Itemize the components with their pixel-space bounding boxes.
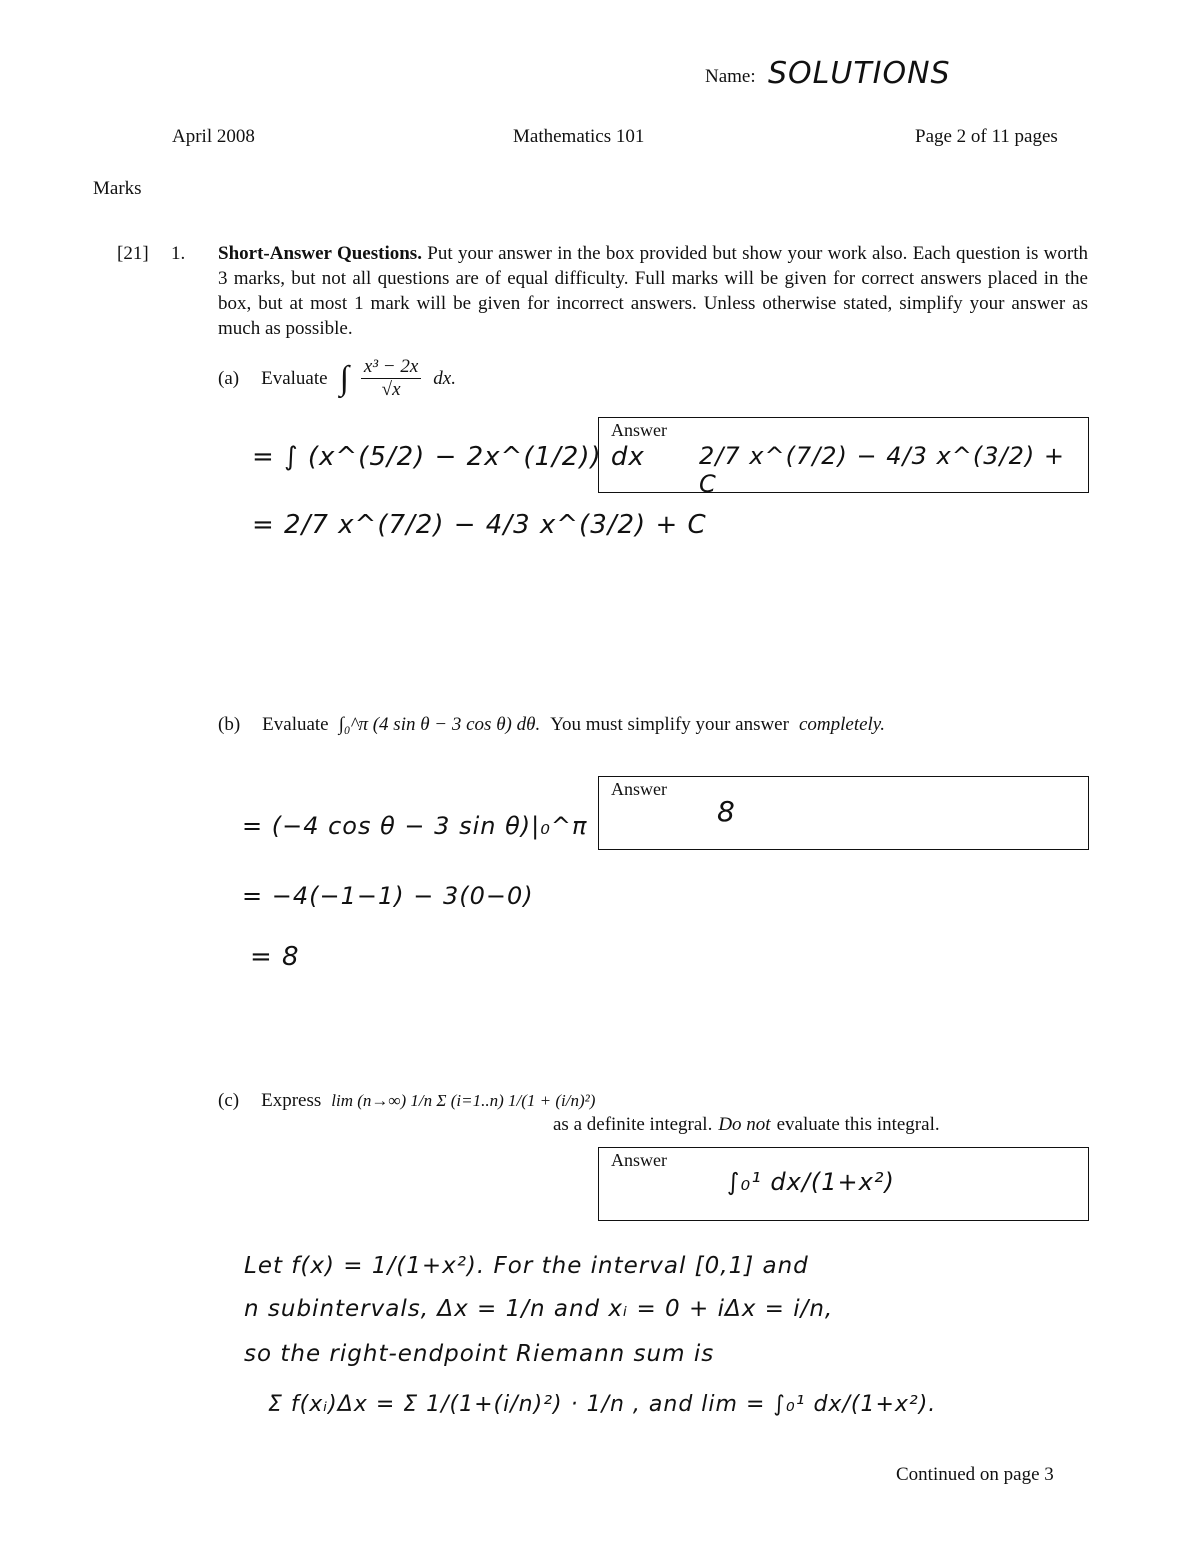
part-c-instruction-1: as a definite integral. (553, 1114, 713, 1135)
question-intro (218, 241, 1088, 341)
name-label: Name: (705, 66, 756, 87)
part-b-prompt (218, 714, 885, 736)
part-a-answer-label: Answer (611, 420, 667, 440)
part-b-label: (b) (218, 714, 241, 735)
name-value: SOLUTIONS (768, 56, 951, 91)
part-a-prompt (218, 356, 456, 401)
header-page: Page 2 of 11 pages (915, 126, 1058, 147)
part-c-instruction-emphasis: Do not (718, 1114, 771, 1135)
part-b-work-line-3: = 8 (250, 942, 300, 972)
part-a-dx: dx. (433, 367, 456, 389)
part-c-verb: Express (261, 1090, 322, 1111)
part-c-work-line-1: Let f(x) = 1/(1+x²). For the interval [0,1] and (244, 1253, 809, 1279)
header-course: Mathematics 101 (513, 126, 645, 147)
part-c-answer-box[interactable] (598, 1147, 1089, 1221)
part-b-work-line-2: = −4(−1−1) − 3(0−0) (242, 882, 534, 910)
part-b-work-line-1: = (−4 cos θ − 3 sin θ)|₀^π (242, 812, 588, 840)
marks-label: Marks (93, 178, 142, 199)
part-b-answer-label: Answer (611, 779, 667, 799)
part-c-work-line-2: n subintervals, Δx = 1/n and xᵢ = 0 + iΔx = i/n, (244, 1296, 834, 1322)
part-b-answer-box[interactable] (598, 776, 1089, 850)
part-a-verb: Evaluate (261, 367, 328, 389)
question-marks: [21] (117, 243, 149, 264)
header-date: April 2008 (172, 126, 255, 147)
part-c-instruction-2: evaluate this integral. (776, 1114, 940, 1135)
part-c-work-line-3: so the right-endpoint Riemann sum is (244, 1341, 715, 1367)
part-a-answer: 2/7 x^(7/2) − 4/3 x^(3/2) + C (699, 442, 1065, 498)
part-a-fraction (361, 356, 421, 401)
part-c-label: (c) (218, 1090, 240, 1111)
part-b-instruction: You must simplify your answer (550, 714, 789, 735)
continued-footer: Continued on page 3 (896, 1464, 1054, 1485)
part-a-label: (a) (218, 367, 240, 389)
part-c-instruction (553, 1114, 940, 1136)
part-a-answer-box[interactable] (598, 417, 1089, 498)
part-a-numerator: x³ − 2x (361, 356, 421, 379)
part-a-work-line-1: = ∫ (x^(5/2) − 2x^(1/2)) dx (252, 442, 645, 472)
integral-sign-icon: ∫ (339, 359, 349, 397)
part-a-denominator: √x (381, 379, 401, 400)
question-title: Short-Answer Questions. (218, 243, 422, 264)
part-b-verb: Evaluate (262, 714, 329, 735)
part-a-work-line-2: = 2/7 x^(7/2) − 4/3 x^(3/2) + C (252, 510, 707, 540)
part-c-limit: lim (n→∞) 1/n Σ (i=1..n) 1/(1 + (i/n)²) (331, 1091, 596, 1110)
part-c-answer: ∫₀¹ dx/(1+x²) (727, 1168, 895, 1196)
question-instructions: Put your answer in the box provided but show your work also. Each question is worth 3 marks, but not all questions are of equal difficulty. Full marks will be given for correct answers placed in the box, but at most 1 mark will be given for incorrect answers. Unless otherwise stated, simplify your answer as much as possible. (218, 243, 1089, 339)
part-c-prompt (218, 1090, 595, 1112)
question-number: 1. (171, 243, 186, 264)
part-b-integral: ∫₀^π (4 sin θ − 3 cos θ) dθ. (338, 714, 541, 735)
part-c-answer-label: Answer (611, 1150, 667, 1170)
part-b-answer: 8 (717, 795, 736, 828)
part-b-instruction-emphasis: completely. (798, 714, 885, 735)
part-c-work-line-4: Σ f(xᵢ)Δx = Σ 1/(1+(i/n)²) · 1/n , and lim = ∫₀¹ dx/(1+x²). (268, 1392, 937, 1417)
